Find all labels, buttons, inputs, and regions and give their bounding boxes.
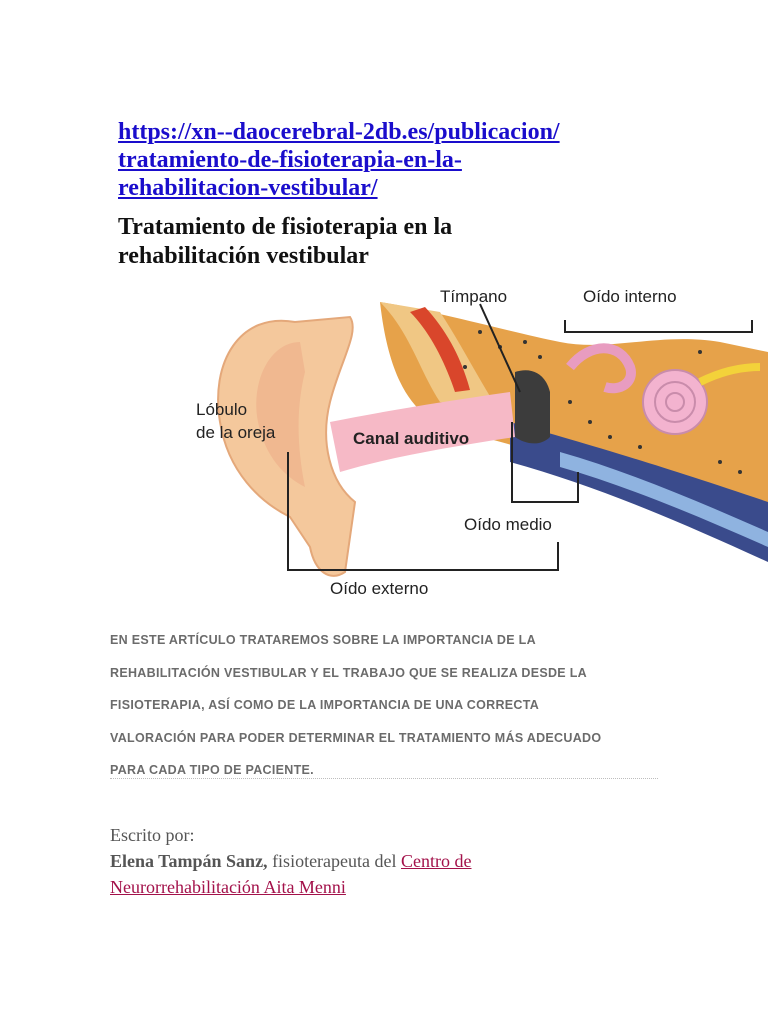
intro-line-3: FISIOTERAPIA, ASÍ COMO DE LA IMPORTANCIA DE UNA CORRECTA [110, 698, 540, 712]
author-block [110, 822, 670, 900]
author-line-2 [110, 874, 670, 900]
title-line-2: rehabilitación vestibular [118, 243, 369, 269]
author-name: Elena Tampán Sanz, [110, 851, 268, 871]
cochlea [643, 370, 707, 434]
label-oido-medio: Oído medio [464, 515, 552, 534]
written-by-label: Escrito por: [110, 825, 195, 845]
article-url-link[interactable] [118, 118, 658, 202]
label-timpano: Tímpano [440, 287, 508, 306]
ear-anatomy-figure [180, 272, 768, 602]
intro-line-5: PARA CADA TIPO DE PACIENTE. [110, 763, 314, 777]
label-de-la-oreja: de la oreja [196, 423, 276, 442]
url-line-1: https://xn--daocerebral-2db.es/publicacion/ [118, 119, 560, 145]
url-line-3: rehabilitacion-vestibular/ [118, 175, 378, 201]
article-title [118, 213, 638, 271]
intro-line-4: VALORACIÓN PARA PODER DETERMINAR EL TRATAMIENTO MÁS ADECUADO [110, 730, 602, 745]
label-oido-externo: Oído externo [330, 579, 429, 598]
centro-link-part1[interactable]: Centro de [401, 851, 472, 871]
label-oido-interno: Oído interno [583, 287, 677, 306]
centro-link-part2[interactable]: Neurorrehabilitación Aita Menni [110, 877, 346, 897]
author-role: fisioterapeuta del [267, 851, 402, 871]
label-lobulo: Lóbulo [196, 400, 248, 419]
inner-ear-bracket [565, 320, 752, 332]
label-canal-auditivo: Canal auditivo [353, 429, 470, 448]
dotted-divider [110, 778, 658, 779]
intro-line-1: EN ESTE ARTÍCULO TRATAREMOS SOBRE LA IMPORTANCIA DE LA [110, 633, 536, 647]
author-line [110, 848, 670, 874]
ear-diagram [180, 272, 768, 602]
article-intro [110, 628, 658, 791]
url-line-2: tratamiento-de-fisioterapia-en-la- [118, 147, 462, 173]
intro-line-2: REHABILITACIÓN VESTIBULAR Y EL TRABAJO QUE SE REALIZA DESDE LA [110, 665, 587, 680]
title-line-1: Tratamiento de fisioterapia en la [118, 214, 453, 240]
middle-ear-cavity [515, 370, 550, 443]
